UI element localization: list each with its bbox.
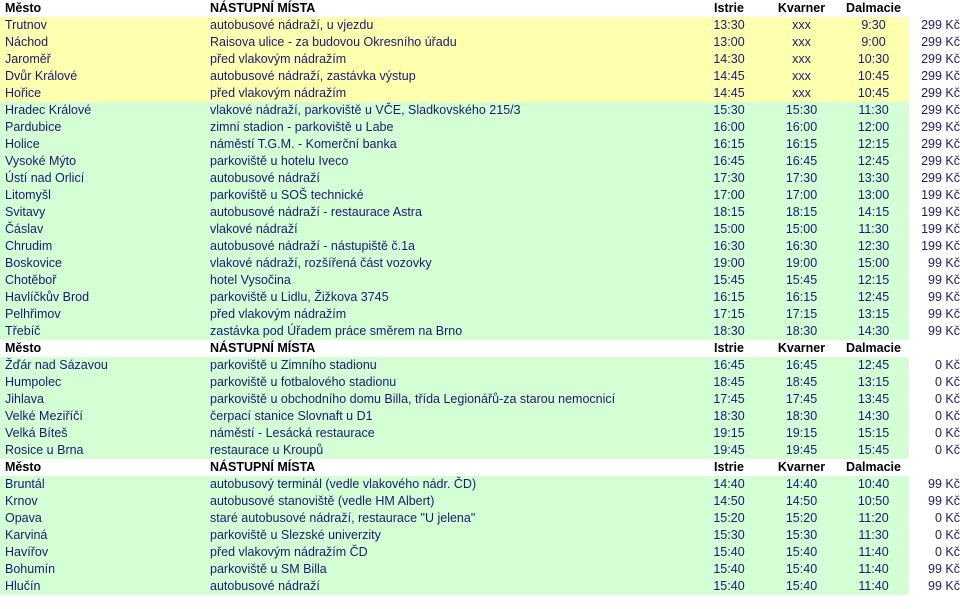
price-cell: 299 Kč [909,51,960,68]
city-cell: Bohumín [0,561,210,578]
kvarner-time-cell: xxx [765,17,838,34]
city-cell: Karviná [0,527,210,544]
stop-cell: parkoviště u Slezské univerzity [210,527,693,544]
kvarner-time-cell: 16:00 [765,119,838,136]
table-row [0,544,960,561]
city-cell: Havlíčkův Brod [0,289,210,306]
table-row [0,272,960,289]
city-cell: Opava [0,510,210,527]
kvarner-time-cell: 18:30 [765,323,838,340]
stop-cell: staré autobusové nádraží, restaurace "U jelena" [210,510,693,527]
price-cell: 0 Kč [909,510,960,527]
istrie-time-cell: 14:50 [693,493,765,510]
header-istrie: Istrie [693,459,765,476]
city-cell: Chotěboř [0,272,210,289]
price-cell: 0 Kč [909,442,960,459]
city-cell: Ústí nad Orlicí [0,170,210,187]
stop-cell: autobusový terminál (vedle vlakového nádr. ČD) [210,476,693,493]
table-row [0,493,960,510]
stop-cell: před vlakovým nádražím [210,51,693,68]
city-cell: Náchod [0,34,210,51]
city-cell: Žďár nad Sázavou [0,357,210,374]
istrie-time-cell: 15:30 [693,102,765,119]
kvarner-time-cell: 15:30 [765,102,838,119]
istrie-time-cell: 17:15 [693,306,765,323]
dalmacie-time-cell: 9:30 [838,17,909,34]
kvarner-time-cell: 19:15 [765,425,838,442]
table-row [0,204,960,221]
price-cell: 299 Kč [909,68,960,85]
table-row [0,238,960,255]
istrie-time-cell: 15:45 [693,272,765,289]
istrie-time-cell: 15:40 [693,544,765,561]
price-cell: 99 Kč [909,561,960,578]
kvarner-time-cell: 17:45 [765,391,838,408]
city-cell: Jaroměř [0,51,210,68]
kvarner-time-cell: 16:45 [765,357,838,374]
istrie-time-cell: 14:40 [693,476,765,493]
table-row [0,255,960,272]
kvarner-time-cell: 16:15 [765,136,838,153]
header-istrie: Istrie [693,0,765,17]
price-cell: 99 Kč [909,289,960,306]
stop-cell: vlakové nádraží, rozšířená část vozovky [210,255,693,272]
stop-cell: parkoviště u Zimního stadionu [210,357,693,374]
kvarner-time-cell: 16:45 [765,153,838,170]
city-cell: Havířov [0,544,210,561]
stop-cell: autobusové nádraží, zastávka výstup [210,68,693,85]
dalmacie-time-cell: 12:15 [838,136,909,153]
city-cell: Svitavy [0,204,210,221]
table-row [0,102,960,119]
price-cell: 0 Kč [909,544,960,561]
kvarner-time-cell: 19:45 [765,442,838,459]
city-cell: Pelhřimov [0,306,210,323]
price-cell: 99 Kč [909,272,960,289]
istrie-time-cell: 19:00 [693,255,765,272]
city-cell: Hradec Králové [0,102,210,119]
dalmacie-time-cell: 10:40 [838,476,909,493]
price-cell: 199 Kč [909,221,960,238]
city-cell: Velká Bíteš [0,425,210,442]
price-cell: 0 Kč [909,425,960,442]
city-cell: Chrudim [0,238,210,255]
kvarner-time-cell: 15:00 [765,221,838,238]
stop-cell: parkoviště u SOŠ technické [210,187,693,204]
istrie-time-cell: 14:45 [693,85,765,102]
istrie-time-cell: 19:45 [693,442,765,459]
price-cell: 299 Kč [909,170,960,187]
kvarner-time-cell: 15:45 [765,272,838,289]
city-cell: Vysoké Mýto [0,153,210,170]
stop-cell: vlakové nádraží [210,221,693,238]
price-cell: 299 Kč [909,102,960,119]
kvarner-time-cell: xxx [765,34,838,51]
kvarner-time-cell: 16:30 [765,238,838,255]
istrie-time-cell: 15:30 [693,527,765,544]
istrie-time-cell: 16:30 [693,238,765,255]
dalmacie-time-cell: 14:30 [838,408,909,425]
stop-cell: zastávka pod Úřadem práce směrem na Brno [210,323,693,340]
istrie-time-cell: 15:40 [693,578,765,595]
table-header-row [0,459,960,476]
stop-cell: autobusové stanoviště (vedle HM Albert) [210,493,693,510]
kvarner-time-cell: 17:30 [765,170,838,187]
istrie-time-cell: 17:30 [693,170,765,187]
stop-cell: parkoviště u SM Billa [210,561,693,578]
dalmacie-time-cell: 15:00 [838,255,909,272]
price-cell: 299 Kč [909,136,960,153]
dalmacie-time-cell: 11:30 [838,102,909,119]
table-row [0,289,960,306]
city-cell: Rosice u Brna [0,442,210,459]
table-row [0,476,960,493]
city-cell: Boskovice [0,255,210,272]
stop-cell: parkoviště u Lidlu, Žižkova 3745 [210,289,693,306]
table-row [0,578,960,595]
stop-cell: autobusové nádraží, u vjezdu [210,17,693,34]
city-cell: Čáslav [0,221,210,238]
dalmacie-time-cell: 14:30 [838,323,909,340]
stop-cell: náměstí - Lesácká restaurace [210,425,693,442]
header-dalmacie: Dalmacie [838,340,909,357]
istrie-time-cell: 13:00 [693,34,765,51]
kvarner-time-cell: 17:00 [765,187,838,204]
header-city: Město [0,459,210,476]
istrie-time-cell: 18:30 [693,408,765,425]
istrie-time-cell: 16:45 [693,153,765,170]
header-city: Město [0,340,210,357]
price-cell: 0 Kč [909,527,960,544]
header-stop: NÁSTUPNÍ MÍSTA [210,0,693,17]
table-row [0,68,960,85]
table-row [0,306,960,323]
kvarner-time-cell: 17:15 [765,306,838,323]
dalmacie-time-cell: 13:15 [838,374,909,391]
dalmacie-time-cell: 11:40 [838,561,909,578]
city-cell: Humpolec [0,374,210,391]
kvarner-time-cell: 15:40 [765,561,838,578]
kvarner-time-cell: 18:15 [765,204,838,221]
dalmacie-time-cell: 12:45 [838,153,909,170]
dalmacie-time-cell: 12:45 [838,357,909,374]
city-cell: Hlučín [0,578,210,595]
stop-cell: parkoviště u fotbalového stadionu [210,374,693,391]
dalmacie-time-cell: 11:20 [838,510,909,527]
stop-cell: čerpací stanice Slovnaft u D1 [210,408,693,425]
price-cell: 0 Kč [909,408,960,425]
table-row [0,153,960,170]
header-stop: NÁSTUPNÍ MÍSTA [210,459,693,476]
kvarner-time-cell: 14:40 [765,476,838,493]
istrie-time-cell: 16:45 [693,357,765,374]
dalmacie-time-cell: 15:45 [838,442,909,459]
header-istrie: Istrie [693,340,765,357]
istrie-time-cell: 15:40 [693,561,765,578]
table-row [0,391,960,408]
table-row [0,323,960,340]
price-cell: 199 Kč [909,204,960,221]
stop-cell: autobusové nádraží [210,578,693,595]
istrie-time-cell: 17:45 [693,391,765,408]
istrie-time-cell: 14:30 [693,51,765,68]
city-cell: Bruntál [0,476,210,493]
dalmacie-time-cell: 10:30 [838,51,909,68]
dalmacie-time-cell: 14:15 [838,204,909,221]
stop-cell: náměstí T.G.M. - Komerční banka [210,136,693,153]
kvarner-time-cell: 15:40 [765,544,838,561]
price-cell: 99 Kč [909,306,960,323]
stop-cell: autobusové nádraží - restaurace Astra [210,204,693,221]
kvarner-time-cell: xxx [765,51,838,68]
table-row [0,221,960,238]
dalmacie-time-cell: 13:30 [838,170,909,187]
price-cell: 299 Kč [909,85,960,102]
table-row [0,136,960,153]
stop-cell: zimní stadion - parkoviště u Labe [210,119,693,136]
city-cell: Třebíč [0,323,210,340]
dalmacie-time-cell: 10:45 [838,85,909,102]
price-cell: 299 Kč [909,119,960,136]
price-cell: 99 Kč [909,255,960,272]
dalmacie-time-cell: 15:15 [838,425,909,442]
header-price [909,459,960,476]
price-cell: 0 Kč [909,374,960,391]
header-city: Město [0,0,210,17]
price-cell: 199 Kč [909,238,960,255]
stop-cell: Raisova ulice - za budovou Okresního úřadu [210,34,693,51]
city-cell: Velké Meziříčí [0,408,210,425]
price-cell: 99 Kč [909,476,960,493]
table-row [0,357,960,374]
istrie-time-cell: 16:15 [693,136,765,153]
price-cell: 0 Kč [909,357,960,374]
dalmacie-time-cell: 9:00 [838,34,909,51]
table-row [0,374,960,391]
istrie-time-cell: 19:15 [693,425,765,442]
istrie-time-cell: 15:00 [693,221,765,238]
city-cell: Pardubice [0,119,210,136]
istrie-time-cell: 14:45 [693,68,765,85]
istrie-time-cell: 15:20 [693,510,765,527]
table-row [0,408,960,425]
istrie-time-cell: 16:00 [693,119,765,136]
table-row [0,561,960,578]
table-row [0,170,960,187]
table-row [0,34,960,51]
city-cell: Holice [0,136,210,153]
dalmacie-time-cell: 11:30 [838,221,909,238]
price-cell: 199 Kč [909,187,960,204]
city-cell: Litomyšl [0,187,210,204]
header-kvarner: Kvarner [765,459,838,476]
istrie-time-cell: 18:15 [693,204,765,221]
price-cell: 0 Kč [909,391,960,408]
header-dalmacie: Dalmacie [838,0,909,17]
stop-cell: hotel Vysočina [210,272,693,289]
dalmacie-time-cell: 11:30 [838,527,909,544]
dalmacie-time-cell: 11:40 [838,578,909,595]
price-cell: 99 Kč [909,493,960,510]
kvarner-time-cell: 16:15 [765,289,838,306]
price-cell: 299 Kč [909,34,960,51]
dalmacie-time-cell: 13:45 [838,391,909,408]
header-price [909,0,960,17]
table-row [0,51,960,68]
table-header-row [0,0,960,17]
stop-cell: před vlakovým nádražím [210,85,693,102]
price-cell: 299 Kč [909,153,960,170]
istrie-time-cell: 13:30 [693,17,765,34]
stop-cell: vlakové nádraží, parkoviště u VČE, Sladkovského 215/3 [210,102,693,119]
city-cell: Hořice [0,85,210,102]
dalmacie-time-cell: 13:00 [838,187,909,204]
dalmacie-time-cell: 12:15 [838,272,909,289]
stop-cell: parkoviště u hotelu Iveco [210,153,693,170]
table-row [0,187,960,204]
city-cell: Trutnov [0,17,210,34]
table-row [0,425,960,442]
dalmacie-time-cell: 12:45 [838,289,909,306]
header-dalmacie: Dalmacie [838,459,909,476]
header-kvarner: Kvarner [765,340,838,357]
kvarner-time-cell: 18:30 [765,408,838,425]
kvarner-time-cell: 19:00 [765,255,838,272]
table-row [0,527,960,544]
header-stop: NÁSTUPNÍ MÍSTA [210,340,693,357]
kvarner-time-cell: 15:20 [765,510,838,527]
dalmacie-time-cell: 10:45 [838,68,909,85]
header-kvarner: Kvarner [765,0,838,17]
kvarner-time-cell: 18:45 [765,374,838,391]
city-cell: Krnov [0,493,210,510]
istrie-time-cell: 16:15 [693,289,765,306]
price-cell: 299 Kč [909,17,960,34]
kvarner-time-cell: xxx [765,85,838,102]
price-cell: 99 Kč [909,323,960,340]
table-row [0,119,960,136]
stop-cell: restaurace u Kroupů [210,442,693,459]
kvarner-time-cell: xxx [765,68,838,85]
table-row [0,442,960,459]
dalmacie-time-cell: 12:30 [838,238,909,255]
table-row [0,17,960,34]
stop-cell: parkoviště u obchodního domu Billa, třída Legionářů-za starou nemocnicí [210,391,693,408]
stop-cell: před vlakovým nádražím ČD [210,544,693,561]
city-cell: Dvůr Králové [0,68,210,85]
stop-cell: autobusové nádraží [210,170,693,187]
istrie-time-cell: 17:00 [693,187,765,204]
price-cell: 99 Kč [909,578,960,595]
table-header-row [0,340,960,357]
dalmacie-time-cell: 13:15 [838,306,909,323]
kvarner-time-cell: 15:40 [765,578,838,595]
header-price [909,340,960,357]
kvarner-time-cell: 14:50 [765,493,838,510]
istrie-time-cell: 18:45 [693,374,765,391]
stop-cell: autobusové nádraží - nástupiště č.1a [210,238,693,255]
table-row [0,510,960,527]
city-cell: Jihlava [0,391,210,408]
table-row [0,85,960,102]
stop-cell: před vlakovým nádražím [210,306,693,323]
dalmacie-time-cell: 12:00 [838,119,909,136]
dalmacie-time-cell: 10:50 [838,493,909,510]
istrie-time-cell: 18:30 [693,323,765,340]
dalmacie-time-cell: 11:40 [838,544,909,561]
kvarner-time-cell: 15:30 [765,527,838,544]
